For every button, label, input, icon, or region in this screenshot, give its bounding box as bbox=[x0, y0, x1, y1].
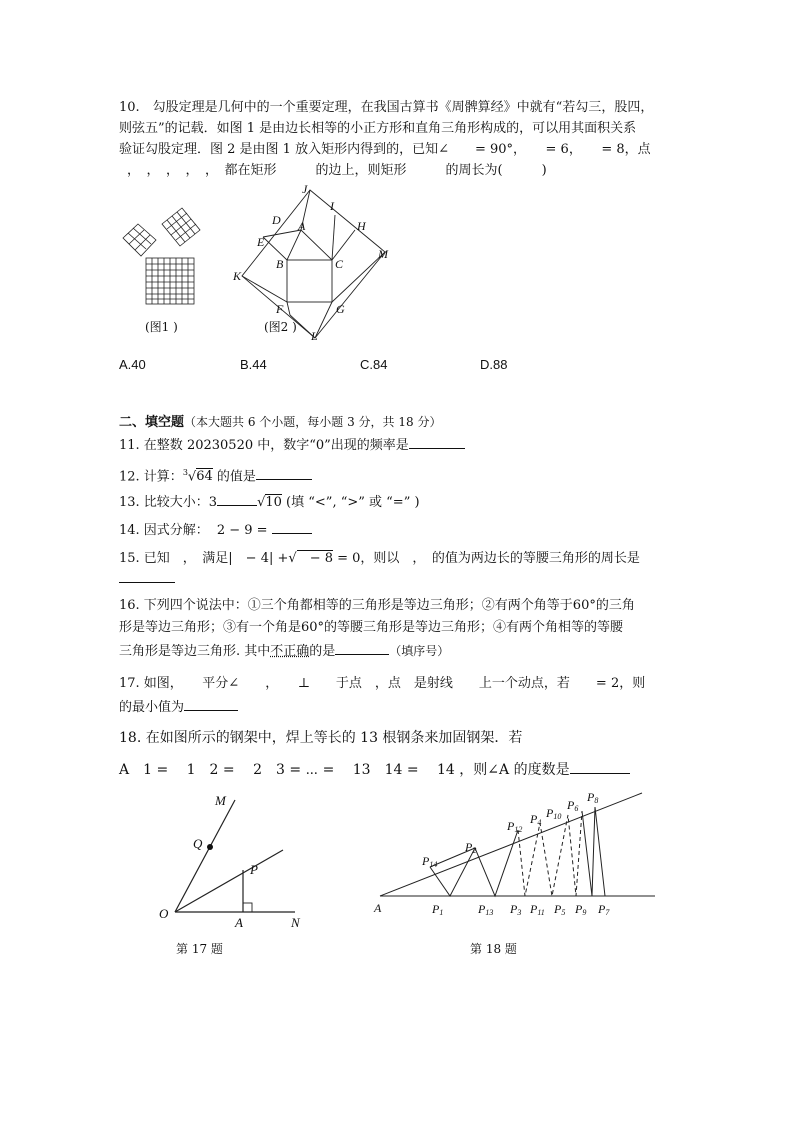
q11 bbox=[119, 436, 465, 454]
q17-blank[interactable] bbox=[184, 698, 238, 711]
svg-text:P3: P3 bbox=[510, 902, 522, 917]
figure-18 bbox=[370, 785, 670, 925]
svg-text:P8: P8 bbox=[587, 790, 599, 805]
svg-text:P9: P9 bbox=[575, 902, 587, 917]
q12-blank[interactable] bbox=[256, 467, 312, 480]
q18-blank[interactable] bbox=[570, 761, 630, 774]
q13 bbox=[119, 493, 420, 511]
svg-text:G: G bbox=[336, 302, 345, 316]
q15-radicand: − 8 bbox=[296, 551, 333, 566]
q10-line2: 则弦五”的记载．如图 1 是由边长相等的小正方形和直角三角形构成的，可以用其面积关系 bbox=[119, 121, 637, 136]
svg-text:F: F bbox=[276, 302, 284, 316]
svg-text:D: D bbox=[272, 213, 281, 227]
svg-text:A: A bbox=[374, 901, 382, 915]
q14-pre: 14. 因式分解： bbox=[119, 523, 209, 538]
svg-text:K: K bbox=[233, 269, 242, 283]
q13-pre: 13. 比较大小：3 bbox=[119, 495, 218, 510]
svg-text:C: C bbox=[335, 257, 344, 271]
svg-text:P6: P6 bbox=[567, 798, 579, 813]
svg-text:P5: P5 bbox=[554, 902, 566, 917]
q17-line1: 17. 如图， 平分∠ ， ⊥ 于点 ，点 是射线 上一个动点，若 = 2，则 bbox=[119, 676, 646, 691]
q10-option-b[interactable]: B.44 bbox=[240, 357, 267, 372]
figure-1 bbox=[118, 200, 210, 312]
svg-text:P11: P11 bbox=[530, 902, 545, 917]
q16-emphasis: 不正确 bbox=[270, 644, 310, 659]
svg-text:P2: P2 bbox=[465, 840, 477, 855]
q10-option-c[interactable]: C.84 bbox=[360, 357, 388, 372]
q18-line2-text: A 1 = 1 2 = 2 3 = ⋯ = 13 14 = 14 ，则∠A 的度数是 bbox=[119, 762, 570, 778]
svg-text:M: M bbox=[215, 793, 226, 808]
svg-text:J: J bbox=[302, 182, 308, 196]
section-2-note: （本大题共 6 个小题，每小题 3 分，共 18 分） bbox=[184, 415, 442, 429]
q11-text: 11. 在整数 20230520 中，数字“0”出现的频率是 bbox=[119, 438, 409, 453]
svg-text:I: I bbox=[330, 199, 334, 213]
svg-text:A: A bbox=[298, 219, 306, 233]
section-2-heading bbox=[119, 414, 441, 431]
q18-line2 bbox=[119, 761, 630, 778]
q13-blank[interactable] bbox=[217, 493, 257, 506]
q16-line3-mid: 的是 bbox=[309, 644, 336, 659]
q16-line3-pre: 三角形是等边三角形. 其中 bbox=[119, 644, 271, 659]
svg-text:P7: P7 bbox=[598, 902, 610, 917]
svg-text:A: A bbox=[235, 915, 243, 930]
q17-line2 bbox=[119, 698, 238, 716]
figure-17 bbox=[155, 790, 315, 935]
radical-sign-icon: √ bbox=[288, 551, 297, 566]
q15-post: = 0，则以 ， 的值为两边长的等腰三角形的周长是 bbox=[332, 551, 640, 566]
q14-expr: 2 − 9 = bbox=[216, 523, 268, 538]
q17-line2-text: 的最小值为 bbox=[119, 700, 185, 715]
q12-root-index: 3 bbox=[182, 468, 188, 477]
section-2-title: 二、填空题 bbox=[119, 415, 185, 430]
svg-text:N: N bbox=[291, 915, 300, 930]
figure-18-caption: 第 18 题 bbox=[470, 942, 517, 956]
q14-blank[interactable] bbox=[272, 521, 312, 534]
figure-17-caption: 第 17 题 bbox=[176, 942, 223, 956]
svg-text:M: M bbox=[378, 247, 388, 261]
svg-text:P4: P4 bbox=[530, 812, 542, 827]
q12-pre: 12. 计算： bbox=[119, 469, 183, 485]
q10-line3: 验证勾股定理．图 2 是由图 1 放入矩形内得到的，已知∠ = 90°， = 6， = 8，点 bbox=[119, 142, 651, 157]
q13-radicand: 10 bbox=[265, 495, 282, 510]
svg-text:P10: P10 bbox=[546, 806, 562, 821]
q11-blank[interactable] bbox=[409, 436, 465, 449]
radical-sign-icon: √ bbox=[257, 495, 266, 510]
q18-line1: 18. 在如图所示的钢架中，焊上等长的 13 根钢条来加固钢架．若 bbox=[119, 730, 523, 746]
svg-text:Q: Q bbox=[193, 836, 203, 851]
svg-text:B: B bbox=[276, 257, 284, 271]
q16-blank[interactable] bbox=[335, 642, 389, 655]
svg-text:P13: P13 bbox=[478, 902, 494, 917]
q13-post: (填 “<”, “>” 或 “=” ) bbox=[281, 495, 420, 510]
svg-text:P1: P1 bbox=[432, 902, 444, 917]
svg-text:E: E bbox=[257, 235, 265, 249]
q10-option-a[interactable]: A.40 bbox=[119, 357, 146, 372]
figure-2-caption: (图2 ) bbox=[264, 320, 297, 334]
q16-line1: 16. 下列四个说法中：①三个角都相等的三角形是等边三角形；②有两个角等于60°的三角 bbox=[119, 598, 635, 613]
q12 bbox=[119, 465, 312, 485]
radical-sign-icon: √ bbox=[187, 469, 197, 485]
q16-line3 bbox=[119, 642, 449, 660]
q16-line3-post: （填序号） bbox=[389, 644, 450, 658]
q10-option-d[interactable]: D.88 bbox=[480, 357, 508, 372]
svg-text:P: P bbox=[250, 862, 258, 877]
q14 bbox=[119, 521, 312, 539]
figure-2 bbox=[230, 180, 400, 345]
q12-post: 的值是 bbox=[212, 469, 256, 485]
q12-radicand: 64 bbox=[196, 469, 213, 485]
figure-1-caption: (图1 ) bbox=[145, 320, 178, 334]
q16-line2: 形是等边三角形；③有一个角是60°的等腰三角形是等边三角形；④有两个角相等的等腰 bbox=[119, 620, 624, 635]
svg-text:O: O bbox=[159, 906, 169, 921]
svg-text:H: H bbox=[357, 219, 366, 233]
svg-text:P14: P14 bbox=[422, 854, 438, 869]
q10-line4: ， ， ， ， ， 都在矩形 的边上，则矩形 的周长为( ) bbox=[127, 163, 547, 178]
q15 bbox=[119, 551, 640, 567]
q15-blank[interactable] bbox=[119, 582, 175, 583]
svg-text:L: L bbox=[311, 329, 318, 343]
svg-text:P12: P12 bbox=[507, 819, 523, 834]
q15-pre: 15. 已知 ， 满足| − 4| + bbox=[119, 551, 289, 566]
q10-line1: 10. 勾股定理是几何中的一个重要定理，在我国古算书《周髀算经》中就有“若勾三，股四， bbox=[119, 100, 654, 115]
